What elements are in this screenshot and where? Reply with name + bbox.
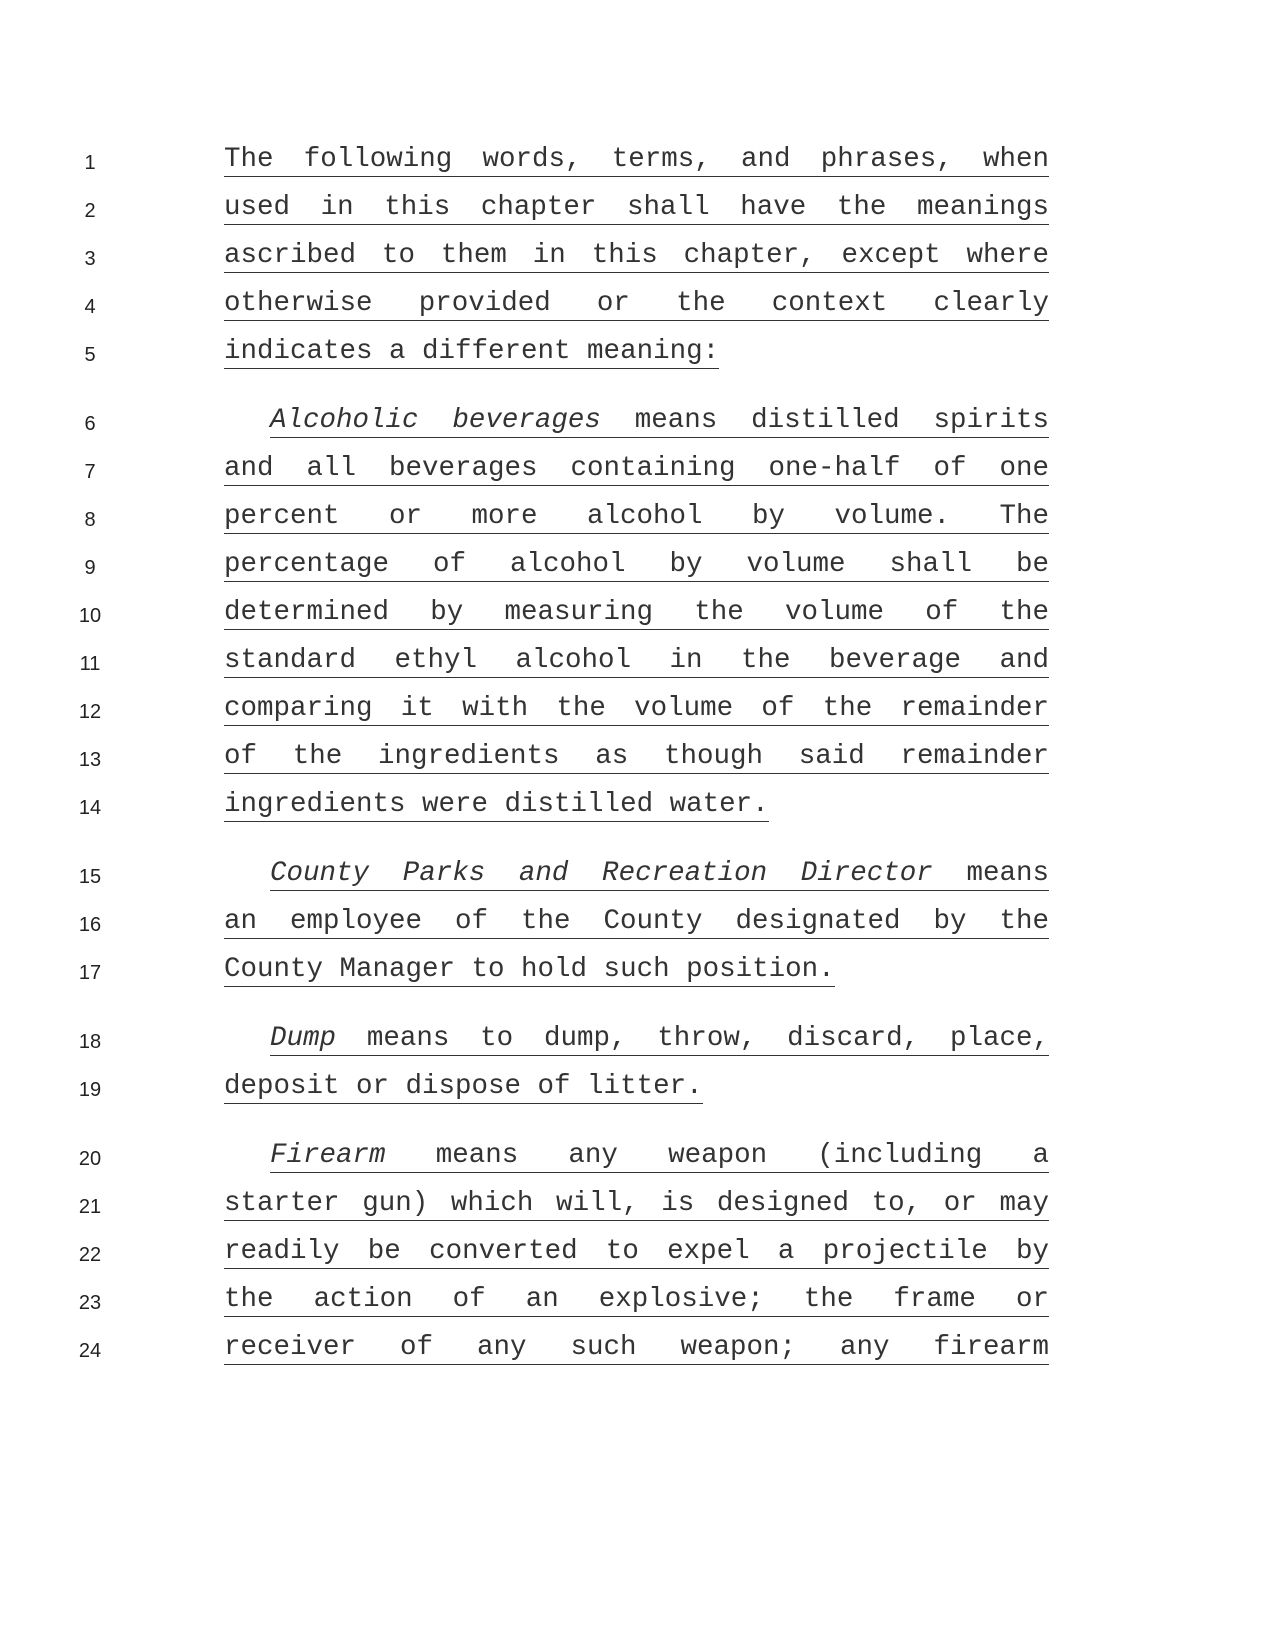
document-line [0,742,1275,782]
line-text: an employee of the County designated by the [224,906,1049,937]
line-number: 11 [79,653,101,675]
document-line [0,1024,1275,1064]
document-line [0,1237,1275,1277]
defined-term: Alcoholic beverages [270,405,601,436]
line-number: 23 [78,1292,102,1314]
document-line [0,1189,1275,1229]
line-text: used in this chapter shall have the meanings [224,192,1049,223]
line-number: 17 [78,962,102,984]
document-line [0,646,1275,686]
line-number: 14 [78,797,102,819]
line-number: 12 [78,701,102,723]
line-text: ingredients were distilled water. [224,789,769,820]
document-line [0,337,1275,377]
line-number: 3 [84,248,96,270]
line-number: 22 [78,1244,102,1266]
defined-term: Dump [270,1023,337,1054]
line-text: starter gun) which will, is designed to, or may [224,1188,1049,1219]
line-number: 18 [78,1031,102,1053]
line-number: 20 [78,1148,102,1170]
line-number: 7 [84,461,96,483]
line-text: comparing it with the volume of the remainder [224,693,1049,724]
line-number: 19 [78,1079,102,1101]
line-number: 6 [84,413,96,435]
line-text [270,406,1049,438]
definition-text: means distilled spirits [600,405,1049,436]
line-number: 5 [84,344,96,366]
line-number: 16 [78,914,102,936]
line-number: 21 [78,1196,102,1218]
line-text [270,1024,1049,1056]
document-line [0,1141,1275,1181]
defined-term: County Parks and Recreation Director [270,858,933,889]
line-number: 2 [84,200,96,222]
document-line [0,289,1275,329]
defined-term: Firearm [270,1140,386,1171]
line-text: of the ingredients as though said remainder [224,741,1049,772]
document-line [0,907,1275,947]
line-text: otherwise provided or the context clearly [224,288,1049,319]
line-text [270,859,1049,891]
line-text: ascribed to them in this chapter, except where [224,240,1049,271]
line-text: and all beverages containing one-half of one [224,453,1049,484]
line-number: 1 [84,152,96,174]
line-text: determined by measuring the volume of the [224,597,1049,628]
line-number: 9 [84,557,96,579]
line-number: 10 [78,605,102,627]
document-line [0,193,1275,233]
line-number: 4 [84,296,96,318]
document-line [0,1285,1275,1325]
document-line [0,550,1275,590]
document-line [0,694,1275,734]
definition-text: means [932,858,1049,889]
line-text: standard ethyl alcohol in the beverage and [224,645,1049,676]
line-text: percentage of alcohol by volume shall be [224,549,1049,580]
definition-text: means any weapon (including a [385,1140,1049,1171]
line-number: 15 [78,866,102,888]
line-text: indicates a different meaning: [224,336,720,367]
document-line [0,406,1275,446]
line-text: the action of an explosive; the frame or [224,1284,1049,1315]
line-text: receiver of any such weapon; any firearm [224,1332,1049,1363]
document-line [0,955,1275,995]
line-text: deposit or dispose of litter. [224,1071,703,1102]
document-line [0,145,1275,185]
line-text: The following words, terms, and phrases, when [224,144,1049,175]
line-text [270,1141,1049,1173]
document-line [0,454,1275,494]
line-text: County Manager to hold such position. [224,954,835,985]
document-line [0,241,1275,281]
document-line [0,598,1275,638]
definition-text: means to dump, throw, discard, place, [336,1023,1049,1054]
line-number: 24 [78,1340,102,1362]
document-line [0,502,1275,542]
document-line [0,1072,1275,1112]
document-line [0,859,1275,899]
line-text: readily be converted to expel a projectile by [224,1236,1049,1267]
document-line [0,790,1275,830]
line-number: 8 [84,509,96,531]
line-text: percent or more alcohol by volume. The [224,501,1049,532]
document-line [0,1333,1275,1373]
line-number: 13 [78,749,102,771]
